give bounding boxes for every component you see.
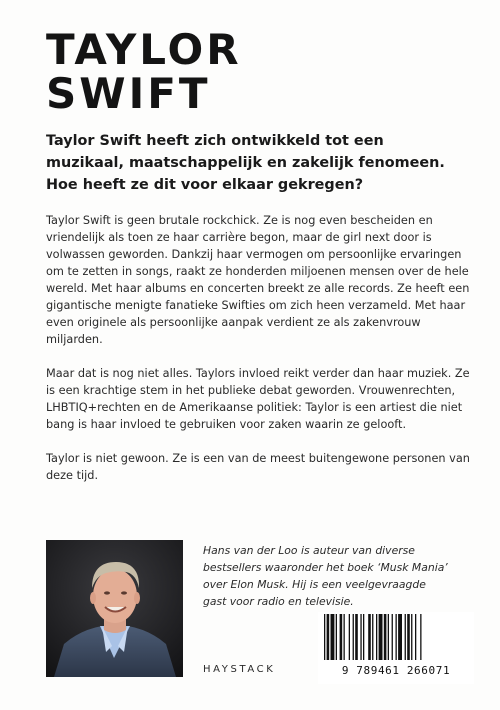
isbn-number: 9 789461 266071 (341, 664, 451, 677)
body-paragraph-1: Taylor Swift is geen brutale rockchick. Ze is nog even bescheiden en vriendelijk als toen ze haar carrière begon, maar de girl next door is volwassen geworden. Dankzij haar vermogen om persoonlijke ervaringen om te zetten in songs, raakt ze honderden miljoenen mensen over de hele wereld. Met haar albums en concerten breekt ze alle records. Ze heeft een gigantische menigte fanatieke Swifties om zich heen verzameld. Met haar even originele als persoonlijke aanpak verdient ze als zakenvrouw miljarden. (46, 214, 470, 346)
title-line-1: TAYLOR (46, 25, 242, 74)
body-paragraph-3: Taylor is niet gewoon. Ze is een van de meest buitengewone personen van deze tijd. (46, 452, 470, 482)
title-line-2: SWIFT (46, 69, 211, 118)
body-paragraph-2: Maar dat is nog niet alles. Taylors invloed reikt verder dan haar muziek. Ze is een krachtige stem in het publieke debat geworden. Vrouwenrechten, LHBTIQ+rechten en de Amerikaanse politiek: Taylor is een artiest die niet bang is haar invloed te gebruiken voor zaken waarin ze gelooft. (46, 367, 470, 431)
lead-paragraph: Taylor Swift heeft zich ontwikkeld tot een muzikaal, maatschappelijk en zakelijk fenomeen. Hoe heeft ze dit voor elkaar gekregen? (46, 133, 445, 193)
publisher-logo: HAYSTACK (203, 664, 276, 675)
author-portrait-icon (46, 540, 183, 677)
author-bio: Hans van der Loo is auteur van diverse bestsellers waaronder het boek ‘Musk Mania’ over Elon Musk. Hij is een veelgevraagde gast voor radio en televisie. (203, 544, 448, 608)
book-title (46, 25, 242, 118)
barcode (318, 612, 474, 684)
author-photo (46, 540, 183, 677)
barcode-icon (322, 612, 470, 662)
body-text (46, 212, 471, 501)
